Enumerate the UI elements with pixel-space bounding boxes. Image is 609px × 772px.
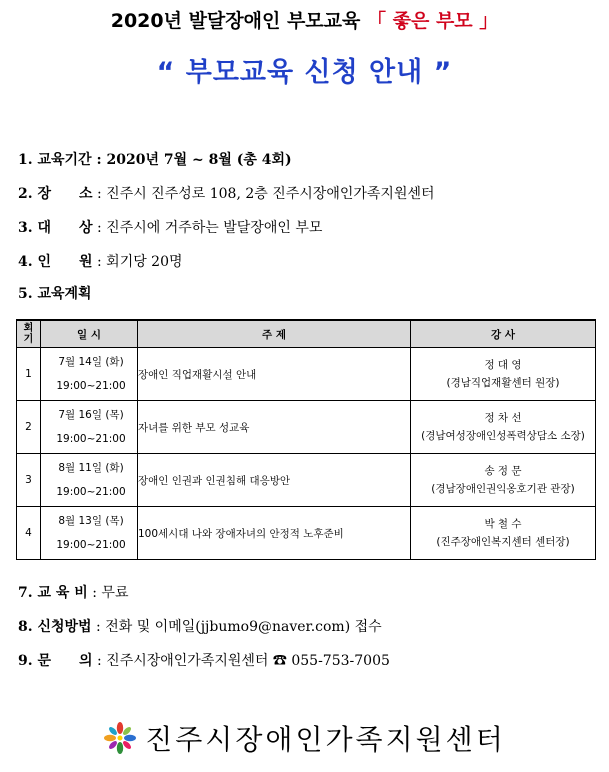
info-item-period (18, 150, 292, 170)
title-brand: 「 좋은 부모 」 (367, 10, 499, 32)
header-date: 일 시 (41, 320, 138, 348)
table-row (17, 348, 596, 401)
info-value: : 전화 및 이메일(jjbumo9@naver.com) 접수 (91, 619, 382, 635)
info-label: 8. 신청방법 (18, 619, 92, 635)
footer-org-name: 진주시장애인가족지원센터 (145, 723, 506, 756)
lecturer-org: (경남여성장애인성폭력상담소 소장) (421, 430, 585, 442)
row-date: 7월 16일 (목) (58, 409, 124, 421)
info-label: 3. 대 상 (18, 220, 93, 236)
table-row (17, 454, 596, 507)
row-topic: 자녀를 위한 부모 성교육 (138, 401, 411, 454)
row-topic: 100세시대 나와 장애자녀의 안정적 노후준비 (138, 507, 411, 560)
row-datetime (41, 348, 138, 401)
row-date: 8월 13일 (목) (58, 515, 124, 527)
row-lecturer (411, 348, 596, 401)
row-topic: 장애인 직업재활시설 안내 (138, 348, 411, 401)
info-label: 4. 인 원 (18, 254, 93, 270)
header-lecturer: 강 사 (411, 320, 596, 348)
row-datetime (41, 401, 138, 454)
info-label: 9. 문 의 (18, 653, 93, 669)
row-date: 7월 14일 (화) (58, 356, 124, 368)
lecturer-name: 정 대 영 (484, 359, 522, 371)
row-number: 2 (17, 401, 41, 454)
info-item-target (18, 218, 322, 238)
info-item-plan (18, 284, 92, 304)
lecturer-name: 정 차 선 (484, 412, 522, 424)
title-main: 2020년 발달장애인 부모교육 (110, 10, 361, 32)
row-time: 19:00~21:00 (56, 539, 126, 551)
row-time: 19:00~21:00 (56, 380, 126, 392)
info-label: 2. 장 소 (18, 186, 93, 202)
info-item-apply (18, 617, 382, 637)
info-label: 1. 교육기간 (18, 152, 92, 168)
page-title (0, 6, 609, 33)
row-number: 4 (17, 507, 41, 560)
header-topic: 주 제 (138, 320, 411, 348)
info-label: 5. 교육계획 (18, 286, 92, 302)
lecturer-org: (진주장애인복지센터 센터장) (436, 536, 570, 548)
lecturer-name: 박 철 수 (484, 518, 522, 530)
info-label: 7. 교 육 비 (18, 585, 88, 601)
row-number: 1 (17, 348, 41, 401)
lecturer-name: 송 정 문 (484, 465, 522, 477)
info-item-contact (18, 651, 390, 671)
info-value: : 회기당 20명 (92, 254, 183, 270)
row-topic: 장애인 인권과 인권침해 대응방안 (138, 454, 411, 507)
info-value: : 진주시 진주성로 108, 2층 진주시장애인가족지원센터 (92, 186, 435, 202)
header-round: 회 기 (17, 320, 41, 348)
row-time: 19:00~21:00 (56, 486, 126, 498)
center-logo-icon (103, 721, 137, 755)
row-time: 19:00~21:00 (56, 433, 126, 445)
row-date: 8월 11일 (화) (58, 462, 124, 474)
row-lecturer (411, 507, 596, 560)
row-lecturer (411, 454, 596, 507)
info-value: : 무료 (87, 585, 129, 601)
lecturer-org: (경남장애인권익옹호기관 관장) (431, 483, 575, 495)
row-datetime (41, 454, 138, 507)
row-lecturer (411, 401, 596, 454)
footer (0, 718, 609, 758)
info-value: : 2020년 7월 ~ 8월 (총 4회) (91, 152, 292, 168)
table-header-row (17, 320, 596, 348)
schedule-table (16, 319, 596, 560)
row-number: 3 (17, 454, 41, 507)
lecturer-org: (경남직업재활센터 원장) (446, 377, 560, 389)
info-value: : 진주시에 거주하는 발달장애인 부모 (92, 220, 323, 236)
row-datetime (41, 507, 138, 560)
page-subtitle: “ 부모교육 신청 안내 ” (156, 57, 453, 88)
info-value: : 진주시장애인가족지원센터 ☎ 055-753-7005 (92, 653, 390, 669)
info-item-count (18, 252, 183, 272)
info-item-fee (18, 583, 128, 603)
table-row (17, 507, 596, 560)
info-item-place (18, 184, 435, 204)
table-row (17, 401, 596, 454)
